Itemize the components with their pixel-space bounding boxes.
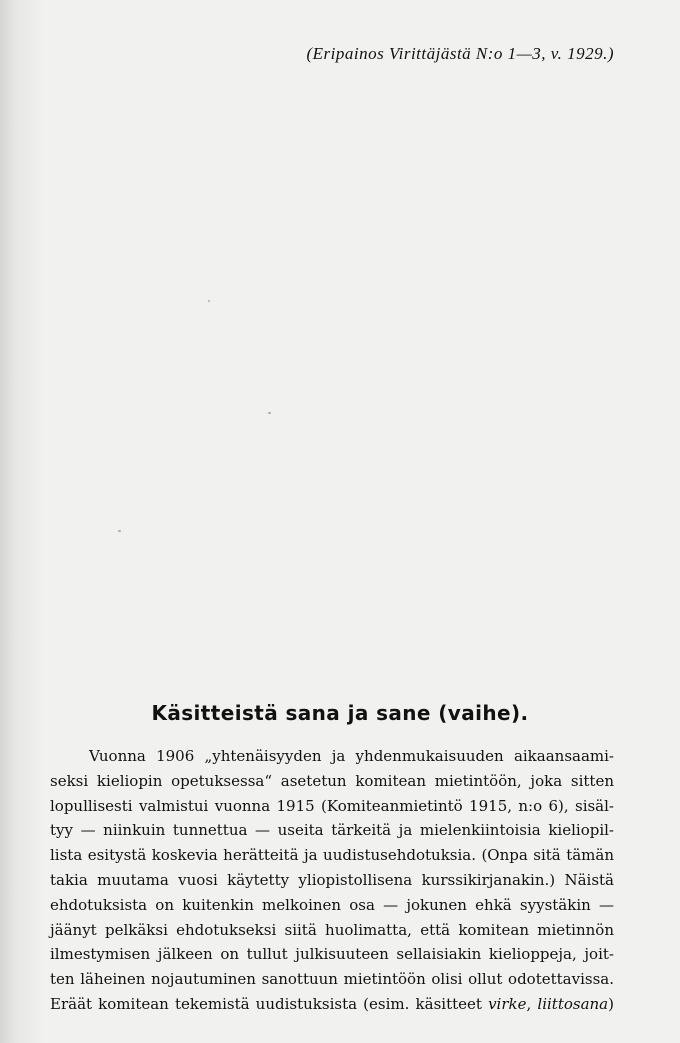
body-line: Vuonna 1906 „yhtenäisyyden ja yhdenmukaisuuden aikaansaami- xyxy=(89,747,614,765)
scan-speck xyxy=(118,530,121,532)
reprint-citation: (Eripainos Virittäjästä N:o 1—3, v. 1929.) xyxy=(306,44,614,63)
term-liittosana: liittosana xyxy=(537,994,609,1013)
scan-speck xyxy=(268,412,271,414)
body-line-last-suffix: ) xyxy=(608,994,614,1013)
body-line: ten läheinen nojautuminen sanottuun mietintöön olisi ollut odotettavissa. xyxy=(50,970,614,989)
body-line: ehdotuksista on kuitenkin melkoinen osa — jokunen ehkä syystäkin — xyxy=(50,895,614,914)
article-title: Käsitteistä sana ja sane (vaihe). xyxy=(151,701,529,725)
article-body xyxy=(50,744,614,1017)
term-virke: virke xyxy=(488,994,527,1013)
body-line: takia muutama vuosi käytetty yliopistollisena kurssikirjanakin.) Näistä xyxy=(50,870,614,889)
body-line-last-prefix: Eräät komitean tekemistä uudistuksista (esim. käsitteet xyxy=(50,994,489,1013)
body-line: lopullisesti valmistui vuonna 1915 (Komiteanmietintö 1915, n:o 6), sisäl- xyxy=(50,796,614,815)
body-line: jäänyt pelkäksi ehdotukseksi siitä huolimatta, että komitean mietinnön xyxy=(50,920,614,939)
term-separator: , xyxy=(526,994,538,1013)
body-line: ilmestymisen jälkeen on tullut julkisuuteen sellaisiakin kielioppeja, joit- xyxy=(50,945,614,964)
body-line-last xyxy=(50,992,614,1017)
page-edge-shadow xyxy=(0,0,45,1043)
scan-speck xyxy=(208,300,210,302)
body-line: tyy — niinkuin tunnettua — useita tärkeitä ja mielenkiintoisia kieliopil- xyxy=(50,821,614,840)
body-line: seksi kieliopin opetuksessa“ asetetun komitean mietintöön, joka sitten xyxy=(50,771,614,790)
body-line: lista esitystä koskevia herätteitä ja uudistusehdotuksia. (Onpa sitä tämän xyxy=(50,846,614,865)
